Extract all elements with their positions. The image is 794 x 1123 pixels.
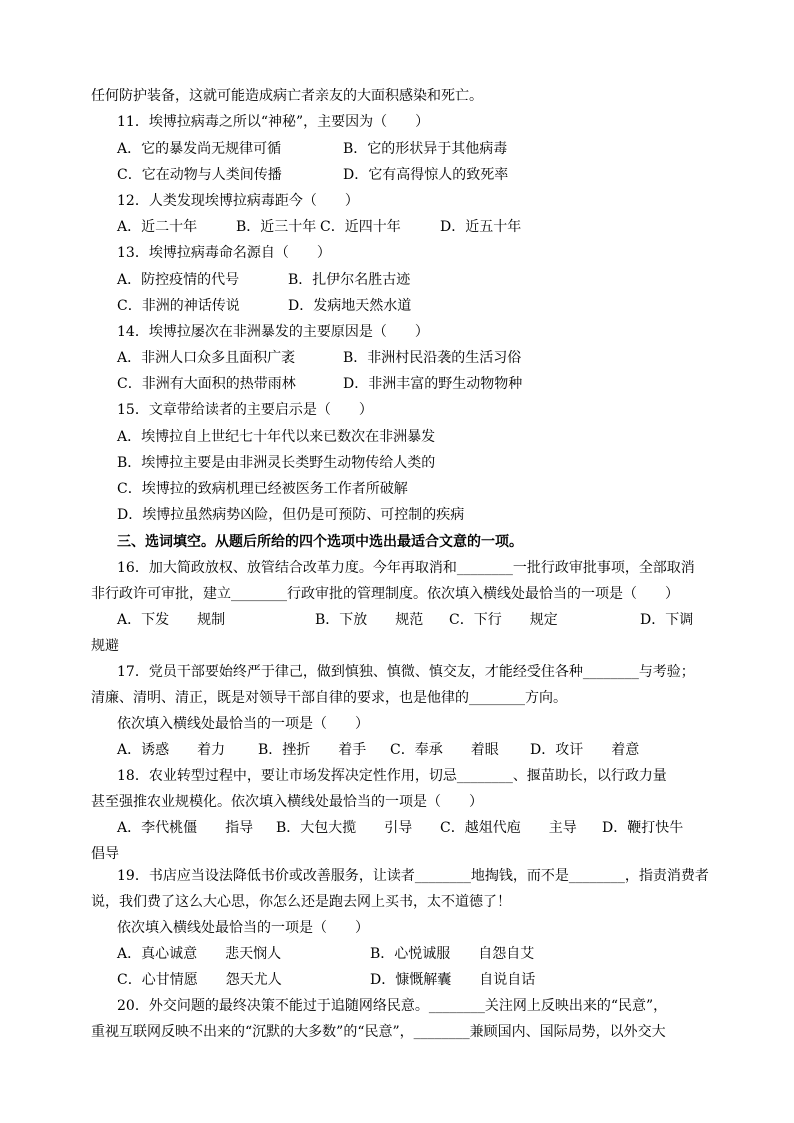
question-12: 12．人类发现埃博拉病毒距今（ ） — [117, 193, 359, 209]
question-13: 13．埃博拉病毒命名源自（ ） — [117, 245, 331, 261]
question-20: 20．外交问题的最终决策不能过于追随网络民意。________关注网上反映出来的“民意”， — [117, 998, 668, 1014]
question-17: 17．党员干部要始终严于律己，做到慎独、慎微、慎交友，才能经受住各种________与考验； — [117, 664, 695, 680]
question-16: 16．加大简政放权、放管结合改革力度。今年再取消和________一批行政审批事项，全部取消 — [117, 560, 695, 576]
question-17-cont: 清廉、清明、清正，既是对领导干部自律的要求，也是他律的________方向。 — [91, 690, 567, 706]
option-c: C．它在动物与人类间传播 — [117, 167, 282, 183]
option-b: B．大包大揽 引导 — [276, 820, 413, 836]
option-c: C．下行 规定 — [449, 612, 558, 628]
option-c: C．近四十年 — [320, 219, 401, 235]
option-d: D．埃博拉虽然病势凶险，但仍是可预防、可控制的疾病 — [117, 507, 465, 523]
question-19-prompt: 依次填入横线处最恰当的一项是（ ） — [117, 920, 369, 936]
option-c: C．非洲有大面积的热带雨林 — [117, 376, 296, 392]
option-a: A．下发 规制 — [117, 612, 226, 628]
option-d: D．下调 — [640, 612, 694, 628]
option-b: B．扎伊尔名胜古迹 — [288, 272, 411, 288]
option-d: D．非洲丰富的野生动物物种 — [343, 376, 523, 392]
option-c: C．非洲的神话传说 — [117, 298, 240, 314]
option-a: A．防控疫情的代号 — [117, 272, 240, 288]
question-18: 18．农业转型过程中，要让市场发挥决定性作用，切忌________、揠苗助长，以行政力量 — [117, 768, 667, 784]
option-b: B．非洲村民沿袭的生活习俗 — [343, 350, 522, 366]
option-c: C．埃博拉的致病机理已经被医务工作者所破解 — [117, 481, 408, 497]
option-d: D．慷慨解囊 自说自话 — [370, 972, 536, 988]
question-20-cont: 重视互联网反映不出来的“沉默的大多数”的“民意”，________兼顾国内、国际局势，以外交大 — [91, 1024, 666, 1040]
option-b: B．心悦诚服 自怨自艾 — [370, 946, 535, 962]
option-c: C．心甘情愿 怨天尤人 — [117, 972, 282, 988]
question-17-prompt: 依次填入横线处最恰当的一项是（ ） — [117, 716, 369, 732]
text-line: 任何防护装备，这就可能造成病亡者亲友的大面积感染和死亡。 — [91, 88, 483, 104]
option-a: A．真心诚意 悲天悯人 — [117, 946, 282, 962]
option-c: C．奉承 着眼 — [390, 742, 499, 758]
option-b: B．近三十年 — [236, 219, 317, 235]
option-d: D．它有高得惊人的致死率 — [343, 167, 509, 183]
option-a: A．近二十年 — [117, 219, 198, 235]
option-b: B．埃博拉主要是由非洲灵长类野生动物传给人类的 — [117, 455, 436, 471]
option-a: A．非洲人口众多且面积广袤 — [117, 350, 296, 366]
option-a: A．它的暴发尚无规律可循 — [117, 141, 282, 157]
option-b: B．它的形状异于其他病毒 — [343, 141, 508, 157]
question-19: 19．书店应当设法降低书价或改善服务，让读者________地掏钱，而不是________，指责消费者 — [117, 868, 709, 884]
option-a: A．埃博拉自上世纪七十年代以来已数次在非洲暴发 — [117, 429, 436, 445]
option-d: D．鞭打快牛 — [602, 820, 684, 836]
option-b: B．挫折 着手 — [258, 742, 367, 758]
question-16-cont: 非行政许可审批，建立________行政审批的管理制度。依次填入横线处最恰当的一项是（ ） — [91, 586, 679, 602]
option-a: A．李代桃僵 指导 — [117, 820, 254, 836]
question-11: 11．埃博拉病毒之所以“神秘”，主要因为（ ） — [117, 114, 430, 130]
question-15: 15．文章带给读者的主要启示是（ ） — [117, 402, 373, 418]
question-14: 14．埃博拉屡次在非洲暴发的主要原因是（ ） — [117, 324, 429, 340]
option-b: B．下放 规范 — [315, 612, 424, 628]
option-d: D．近五十年 — [440, 219, 522, 235]
option-d: D．发病地天然水道 — [288, 298, 412, 314]
section-heading: 三、选词填空。从题后所给的四个选项中选出最适合文意的一项。 — [117, 534, 523, 550]
option-a: A．诱惑 着力 — [117, 742, 226, 758]
option-d: D．攻讦 着意 — [530, 742, 640, 758]
option-c: C．越俎代庖 主导 — [440, 820, 577, 836]
option-d-cont: 规避 — [91, 638, 119, 654]
question-18-cont: 甚至强推农业规模化。依次填入横线处最恰当的一项是（ ） — [91, 794, 483, 810]
option-d-cont: 倡导 — [91, 846, 119, 862]
question-19-cont: 说，我们费了这么大心思，你怎么还是跑去网上买书，太不道德了！ — [91, 894, 511, 910]
